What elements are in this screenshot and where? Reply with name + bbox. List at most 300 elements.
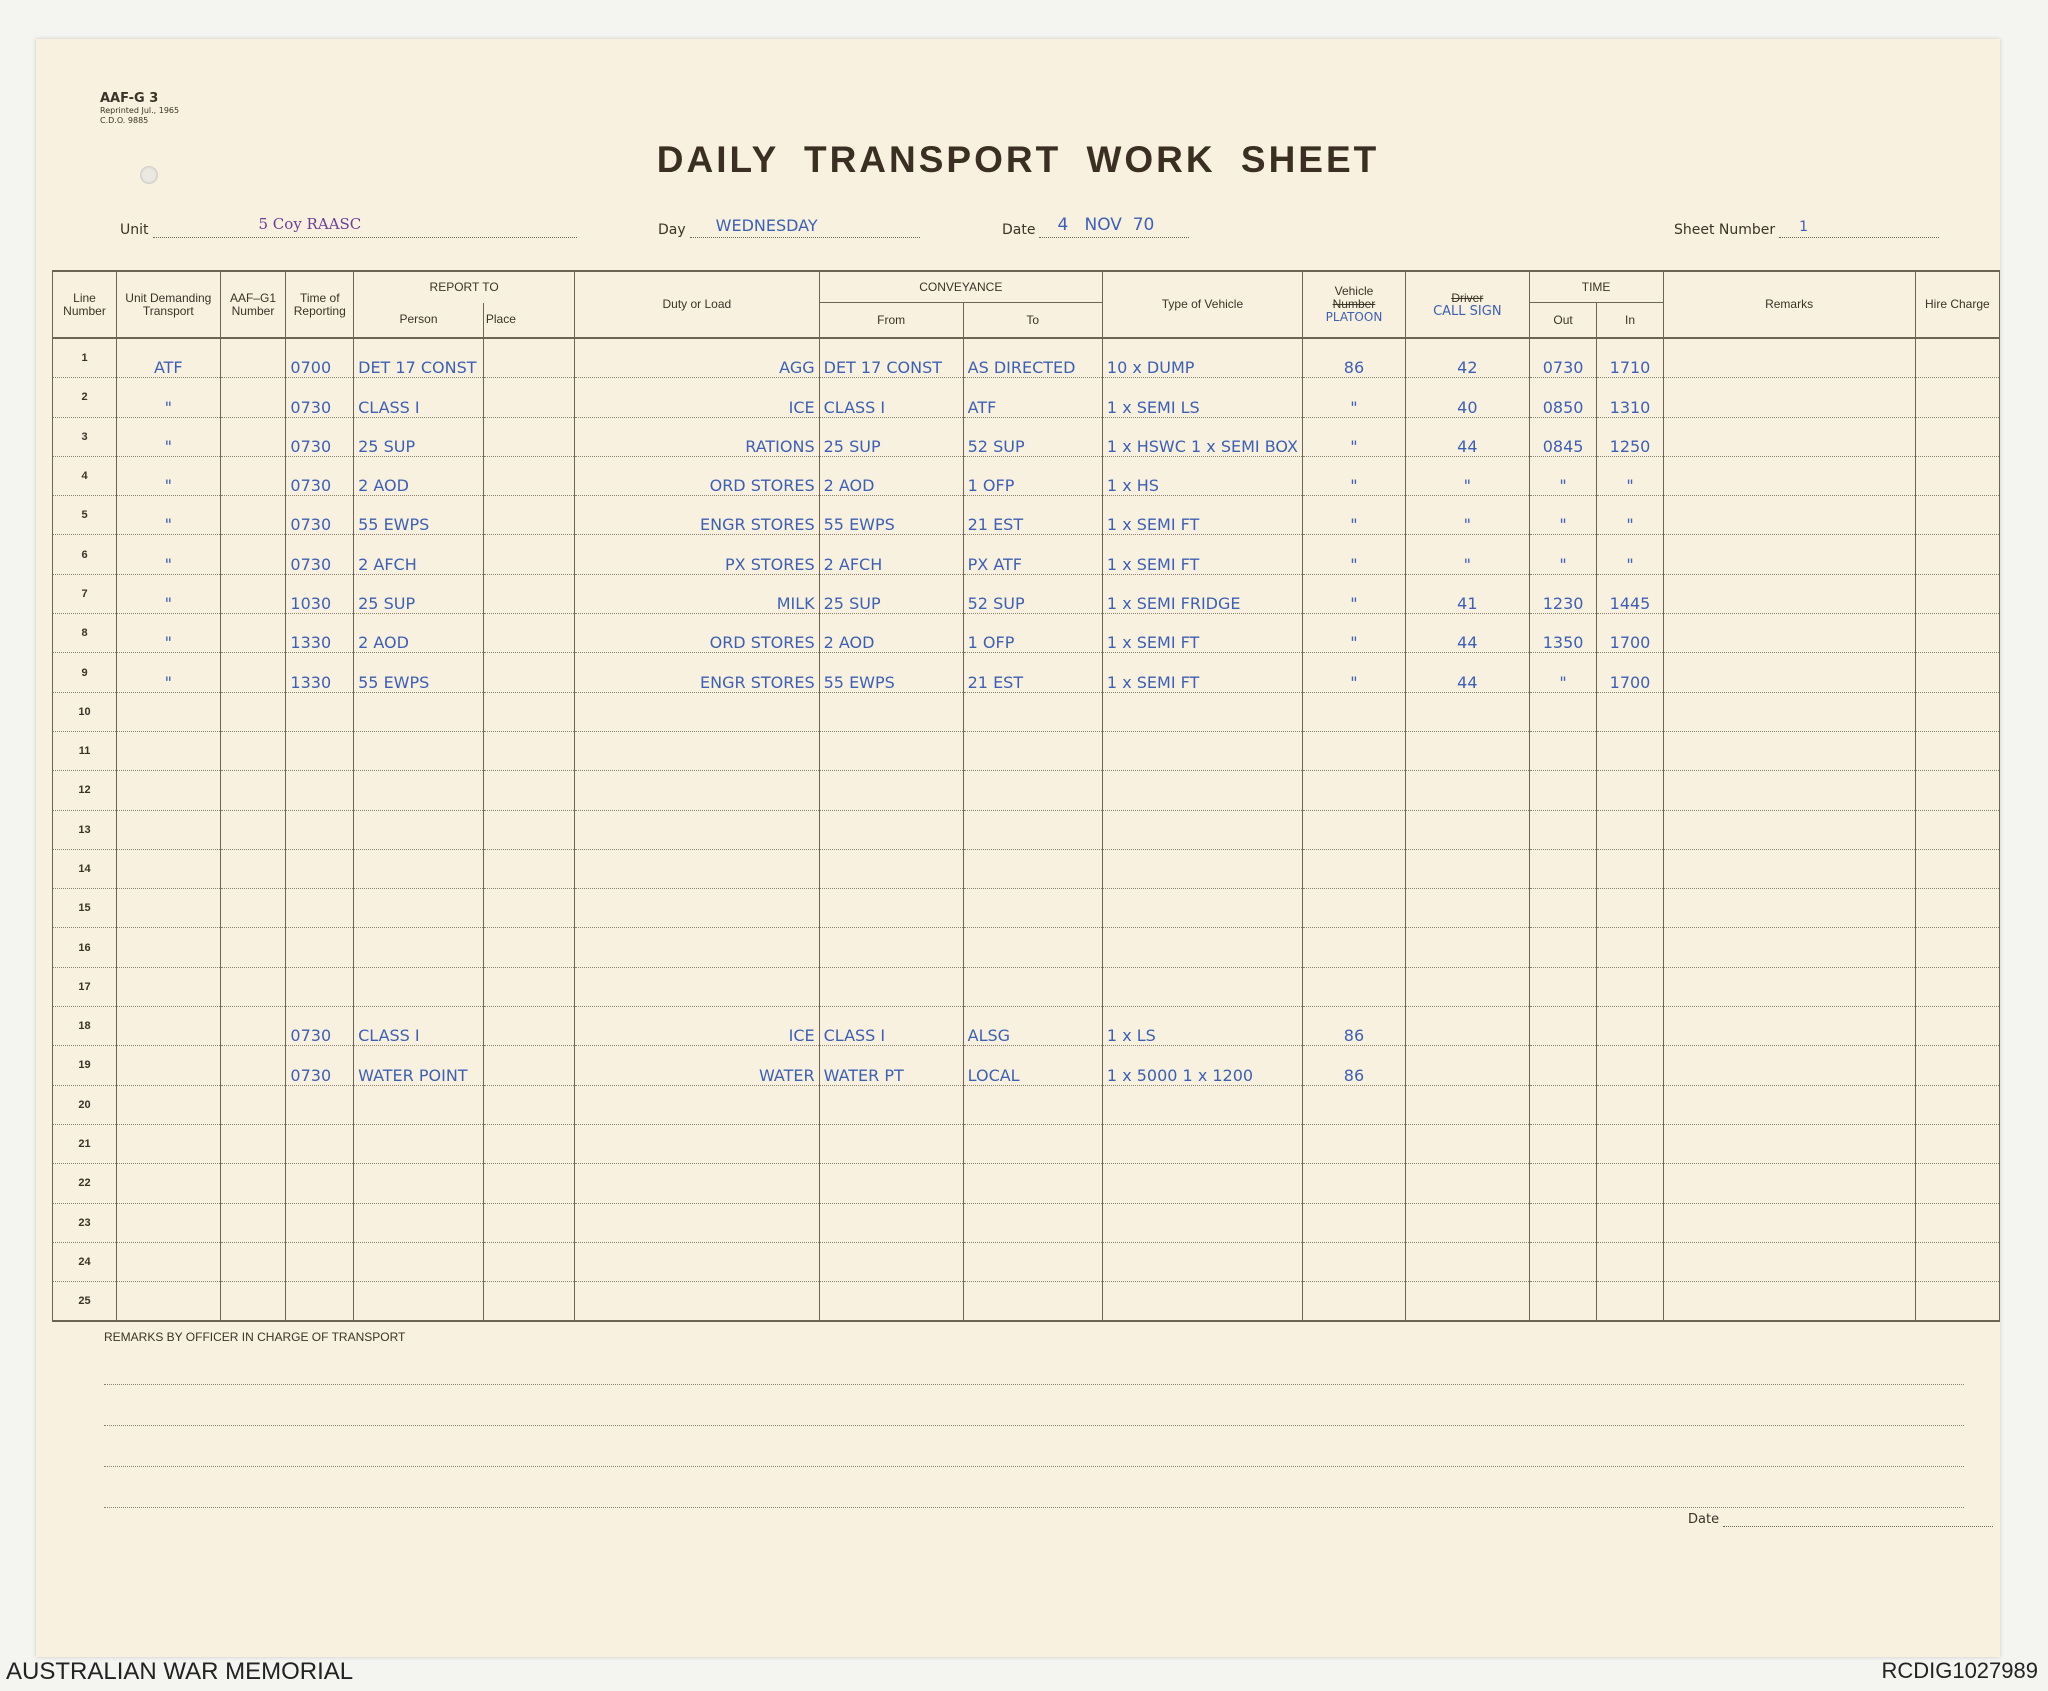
vehicle-platoon xyxy=(1302,928,1405,967)
duty-or-load xyxy=(575,849,820,888)
hire-charge-cell xyxy=(1915,771,1999,810)
vehicle-platoon: " xyxy=(1302,653,1405,692)
remarks-cell xyxy=(1663,967,1915,1006)
table-row xyxy=(53,810,2000,849)
duty-or-load xyxy=(575,967,820,1006)
table-row xyxy=(53,653,2000,692)
vehicle-type xyxy=(1102,849,1302,888)
unit-demanding xyxy=(117,1203,221,1242)
time-of-reporting: 0730 xyxy=(286,1046,354,1085)
conveyance-from: 55 EWPS xyxy=(819,653,963,692)
vehicle-platoon xyxy=(1302,810,1405,849)
duty-or-load xyxy=(575,731,820,770)
report-person: 25 SUP xyxy=(354,417,484,456)
time-in xyxy=(1597,849,1663,888)
time-out xyxy=(1529,1046,1597,1085)
table-row xyxy=(53,338,2000,378)
remarks-cell xyxy=(1663,456,1915,495)
time-out xyxy=(1529,1007,1597,1046)
time-out: " xyxy=(1529,653,1597,692)
line-number: 2 xyxy=(53,378,117,417)
report-place xyxy=(483,928,574,967)
line-number: 3 xyxy=(53,417,117,456)
conveyance-from xyxy=(819,1242,963,1281)
conveyance-to xyxy=(963,1124,1102,1163)
aaf-g1-number xyxy=(220,889,286,928)
conveyance-from xyxy=(819,1164,963,1203)
vehicle-platoon: 86 xyxy=(1302,1046,1405,1085)
report-place xyxy=(483,653,574,692)
conveyance-from: 25 SUP xyxy=(819,417,963,456)
duty-or-load xyxy=(575,692,820,731)
remarks-cell xyxy=(1663,574,1915,613)
report-place xyxy=(483,1085,574,1124)
table-row xyxy=(53,849,2000,888)
hire-charge-cell xyxy=(1915,1007,1999,1046)
aaf-g1-number xyxy=(220,417,286,456)
table-row xyxy=(53,1007,2000,1046)
remarks-cell xyxy=(1663,692,1915,731)
table-row xyxy=(53,535,2000,574)
report-person xyxy=(354,849,484,888)
hire-charge-cell xyxy=(1915,967,1999,1006)
report-person: 55 EWPS xyxy=(354,496,484,535)
vehicle-type xyxy=(1102,889,1302,928)
aaf-g1-number xyxy=(220,1046,286,1085)
col-remarks: Remarks xyxy=(1663,271,1915,338)
remarks-line xyxy=(104,1344,1964,1385)
unit-demanding: " xyxy=(117,417,221,456)
line-number: 20 xyxy=(53,1085,117,1124)
time-out: " xyxy=(1529,535,1597,574)
conveyance-to xyxy=(963,1242,1102,1281)
report-person xyxy=(354,810,484,849)
reprint-note: Reprinted Jul., 1965 xyxy=(100,106,180,115)
hire-charge-cell xyxy=(1915,731,1999,770)
time-of-reporting: 0730 xyxy=(286,1007,354,1046)
aaf-g1-number xyxy=(220,849,286,888)
driver-call-sign xyxy=(1405,1164,1529,1203)
vehicle-platoon xyxy=(1302,849,1405,888)
conveyance-from xyxy=(819,1282,963,1322)
unit-field xyxy=(120,215,577,238)
time-out: 0845 xyxy=(1529,417,1597,456)
unit-demanding: " xyxy=(117,574,221,613)
driver-call-sign: 44 xyxy=(1405,417,1529,456)
table-body xyxy=(53,338,2000,1321)
remarks-line xyxy=(104,1385,1964,1426)
report-person: CLASS I xyxy=(354,378,484,417)
time-out: 0730 xyxy=(1529,338,1597,378)
conveyance-from xyxy=(819,849,963,888)
vehicle-platoon: " xyxy=(1302,378,1405,417)
report-person: DET 17 CONST xyxy=(354,338,484,378)
time-in: " xyxy=(1597,456,1663,495)
aaf-g1-number xyxy=(220,731,286,770)
time-of-reporting xyxy=(286,731,354,770)
unit-demanding xyxy=(117,731,221,770)
time-of-reporting xyxy=(286,1242,354,1281)
time-of-reporting: 0700 xyxy=(286,338,354,378)
remarks-cell xyxy=(1663,771,1915,810)
time-out: 1230 xyxy=(1529,574,1597,613)
duty-or-load: ORD STORES xyxy=(575,614,820,653)
unit-demanding xyxy=(117,1124,221,1163)
col-to: To xyxy=(963,303,1102,339)
col-report-to: REPORT TO xyxy=(354,271,575,303)
vehicle-type: 1 x 5000 1 x 1200 xyxy=(1102,1046,1302,1085)
vehicle-type: 1 x SEMI FT xyxy=(1102,653,1302,692)
time-in: 1445 xyxy=(1597,574,1663,613)
vehicle-type xyxy=(1102,731,1302,770)
hire-charge-cell xyxy=(1915,1046,1999,1085)
time-in: " xyxy=(1597,496,1663,535)
remarks-cell xyxy=(1663,810,1915,849)
report-person xyxy=(354,928,484,967)
table-row xyxy=(53,1164,2000,1203)
table-row xyxy=(53,928,2000,967)
conveyance-to xyxy=(963,967,1102,1006)
conveyance-from xyxy=(819,889,963,928)
driver-call-sign: " xyxy=(1405,456,1529,495)
hire-charge-cell xyxy=(1915,1282,1999,1322)
unit-demanding xyxy=(117,849,221,888)
hire-charge-cell xyxy=(1915,1203,1999,1242)
duty-or-load: ENGR STORES xyxy=(575,496,820,535)
time-out xyxy=(1529,889,1597,928)
vehicle-platoon xyxy=(1302,1203,1405,1242)
conveyance-from xyxy=(819,692,963,731)
report-place xyxy=(483,1007,574,1046)
remarks-cell xyxy=(1663,731,1915,770)
duty-or-load: ENGR STORES xyxy=(575,653,820,692)
report-place xyxy=(483,614,574,653)
vehicle-platoon: " xyxy=(1302,574,1405,613)
table-row xyxy=(53,496,2000,535)
report-person: CLASS I xyxy=(354,1007,484,1046)
form-code-block xyxy=(100,91,179,126)
remarks-cell xyxy=(1663,338,1915,378)
report-place xyxy=(483,967,574,1006)
transport-table xyxy=(52,270,2000,1322)
vehicle-platoon xyxy=(1302,967,1405,1006)
driver-call-sign: 44 xyxy=(1405,653,1529,692)
driver-call-sign xyxy=(1405,1046,1529,1085)
driver-call-sign xyxy=(1405,889,1529,928)
duty-or-load: ICE xyxy=(575,1007,820,1046)
vehicle-platoon: 86 xyxy=(1302,338,1405,378)
duty-or-load xyxy=(575,1242,820,1281)
time-of-reporting xyxy=(286,1203,354,1242)
transport-worksheet xyxy=(36,39,2000,1657)
aaf-g1-number xyxy=(220,653,286,692)
day-value: WEDNESDAY xyxy=(715,216,818,235)
unit-demanding xyxy=(117,810,221,849)
report-person: 2 AFCH xyxy=(354,535,484,574)
col-aaf-g1: AAF–G1 Number xyxy=(220,271,286,338)
report-person xyxy=(354,1242,484,1281)
unit-demanding: " xyxy=(117,378,221,417)
aaf-g1-number xyxy=(220,1085,286,1124)
time-of-reporting: 1330 xyxy=(286,614,354,653)
time-out xyxy=(1529,731,1597,770)
vehicle-platoon: " xyxy=(1302,614,1405,653)
remarks-cell xyxy=(1663,1242,1915,1281)
report-place xyxy=(483,496,574,535)
vehicle-platoon xyxy=(1302,1085,1405,1124)
vehicle-platoon xyxy=(1302,1242,1405,1281)
hire-charge-cell xyxy=(1915,928,1999,967)
time-in xyxy=(1597,1046,1663,1085)
time-in: 1700 xyxy=(1597,614,1663,653)
hire-charge-cell xyxy=(1915,574,1999,613)
conveyance-to: 1 OFP xyxy=(963,456,1102,495)
table-row xyxy=(53,614,2000,653)
table-row xyxy=(53,1282,2000,1322)
time-in xyxy=(1597,810,1663,849)
report-person: WATER POINT xyxy=(354,1046,484,1085)
table-row xyxy=(53,417,2000,456)
conveyance-to: 52 SUP xyxy=(963,574,1102,613)
time-in xyxy=(1597,889,1663,928)
table-row xyxy=(53,456,2000,495)
col-time: TIME xyxy=(1529,271,1663,303)
time-out xyxy=(1529,1242,1597,1281)
conveyance-from xyxy=(819,967,963,1006)
aaf-g1-number xyxy=(220,692,286,731)
hire-charge-cell xyxy=(1915,1085,1999,1124)
time-in: 1710 xyxy=(1597,338,1663,378)
unit-demanding xyxy=(117,889,221,928)
aaf-g1-number xyxy=(220,496,286,535)
duty-or-load xyxy=(575,928,820,967)
report-place xyxy=(483,417,574,456)
time-of-reporting: 0730 xyxy=(286,378,354,417)
driver-call-sign: 41 xyxy=(1405,574,1529,613)
time-of-reporting xyxy=(286,889,354,928)
duty-or-load: AGG xyxy=(575,338,820,378)
remarks-cell xyxy=(1663,1124,1915,1163)
table-row xyxy=(53,574,2000,613)
line-number: 22 xyxy=(53,1164,117,1203)
time-out xyxy=(1529,928,1597,967)
report-person xyxy=(354,1085,484,1124)
duty-or-load xyxy=(575,1164,820,1203)
vehicle-type xyxy=(1102,1164,1302,1203)
line-number: 11 xyxy=(53,731,117,770)
driver-call-sign xyxy=(1405,1124,1529,1163)
form-code: AAF-G 3 xyxy=(100,91,159,106)
driver-call-sign xyxy=(1405,967,1529,1006)
duty-or-load xyxy=(575,810,820,849)
vehicle-type xyxy=(1102,967,1302,1006)
line-number: 15 xyxy=(53,889,117,928)
conveyance-from xyxy=(819,810,963,849)
vehicle-type: 1 x SEMI FT xyxy=(1102,496,1302,535)
report-place xyxy=(483,456,574,495)
time-out: " xyxy=(1529,456,1597,495)
report-person: 25 SUP xyxy=(354,574,484,613)
report-place xyxy=(483,889,574,928)
vehicle-platoon: " xyxy=(1302,417,1405,456)
vehicle-type: 1 x SEMI FRIDGE xyxy=(1102,574,1302,613)
driver-call-sign xyxy=(1405,1085,1529,1124)
table-row xyxy=(53,1124,2000,1163)
driver-call-sign: 44 xyxy=(1405,614,1529,653)
conveyance-to xyxy=(963,1085,1102,1124)
sheet-number-value: 1 xyxy=(1799,219,1809,235)
vehicle-type: 1 x HSWC 1 x SEMI BOX xyxy=(1102,417,1302,456)
line-number: 14 xyxy=(53,849,117,888)
driver-call-sign xyxy=(1405,1203,1529,1242)
time-of-reporting: 0730 xyxy=(286,496,354,535)
vehicle-platoon xyxy=(1302,771,1405,810)
conveyance-from: 2 AOD xyxy=(819,614,963,653)
table-row xyxy=(53,1046,2000,1085)
conveyance-to: 21 EST xyxy=(963,496,1102,535)
aaf-g1-number xyxy=(220,1007,286,1046)
report-place xyxy=(483,849,574,888)
line-number: 10 xyxy=(53,692,117,731)
aaf-g1-number xyxy=(220,378,286,417)
report-place xyxy=(483,1282,574,1322)
line-number: 4 xyxy=(53,456,117,495)
table-row xyxy=(53,967,2000,1006)
hire-charge-cell xyxy=(1915,889,1999,928)
col-from: From xyxy=(819,303,963,339)
unit-demanding: ATF xyxy=(117,338,221,378)
aaf-g1-number xyxy=(220,614,286,653)
vehicle-platoon: " xyxy=(1302,456,1405,495)
line-number: 13 xyxy=(53,810,117,849)
report-place xyxy=(483,1046,574,1085)
time-of-reporting xyxy=(286,1164,354,1203)
unit-value: 5 Coy RAASC xyxy=(258,215,362,233)
vehicle-platoon-hand: PLATOON xyxy=(1325,310,1383,324)
table-row xyxy=(53,378,2000,417)
hire-charge-cell xyxy=(1915,417,1999,456)
duty-or-load: ICE xyxy=(575,378,820,417)
vehicle-type xyxy=(1102,1203,1302,1242)
vehicle-type: 1 x LS xyxy=(1102,1007,1302,1046)
vehicle-platoon xyxy=(1302,889,1405,928)
hire-charge-cell xyxy=(1915,1124,1999,1163)
remarks-cell xyxy=(1663,614,1915,653)
driver-call-sign xyxy=(1405,1282,1529,1322)
time-in xyxy=(1597,1242,1663,1281)
unit-demanding xyxy=(117,1282,221,1322)
line-number: 24 xyxy=(53,1242,117,1281)
table-row xyxy=(53,771,2000,810)
conveyance-to: ATF xyxy=(963,378,1102,417)
report-place xyxy=(483,1242,574,1281)
sheet-number-label: Sheet Number xyxy=(1674,222,1776,238)
unit-demanding xyxy=(117,692,221,731)
driver-callsign-hand: CALL SIGN xyxy=(1433,303,1502,319)
duty-or-load: MILK xyxy=(575,574,820,613)
report-place xyxy=(483,1124,574,1163)
time-out xyxy=(1529,1282,1597,1322)
conveyance-to: 52 SUP xyxy=(963,417,1102,456)
sheet-number-field xyxy=(1674,219,1939,238)
remarks-cell xyxy=(1663,1046,1915,1085)
aaf-g1-number xyxy=(220,1203,286,1242)
report-person: 2 AOD xyxy=(354,614,484,653)
report-person xyxy=(354,771,484,810)
report-person xyxy=(354,967,484,1006)
vehicle-platoon: 86 xyxy=(1302,1007,1405,1046)
aaf-g1-number xyxy=(220,574,286,613)
page-title: DAILY TRANSPORT WORK SHEET xyxy=(656,139,1380,180)
conveyance-to xyxy=(963,810,1102,849)
archive-id: RCDIG1027989 xyxy=(1881,1658,2038,1683)
remarks-cell xyxy=(1663,1085,1915,1124)
time-in xyxy=(1597,692,1663,731)
col-unit-demanding: Unit Demanding Transport xyxy=(117,271,221,338)
report-place xyxy=(483,1164,574,1203)
conveyance-to xyxy=(963,1164,1102,1203)
aaf-g1-number xyxy=(220,1242,286,1281)
report-place xyxy=(483,810,574,849)
duty-or-load: WATER xyxy=(575,1046,820,1085)
vehicle-type xyxy=(1102,1282,1302,1322)
vehicle-type xyxy=(1102,1124,1302,1163)
time-out xyxy=(1529,771,1597,810)
time-in xyxy=(1597,1085,1663,1124)
vehicle-platoon: " xyxy=(1302,535,1405,574)
driver-call-sign xyxy=(1405,692,1529,731)
vehicle-type: 1 x SEMI LS xyxy=(1102,378,1302,417)
conveyance-from: 55 EWPS xyxy=(819,496,963,535)
time-of-reporting xyxy=(286,810,354,849)
time-out xyxy=(1529,810,1597,849)
hire-charge-cell xyxy=(1915,653,1999,692)
date-value: 4 NOV 70 xyxy=(1057,215,1155,235)
aaf-g1-number xyxy=(220,967,286,1006)
time-out xyxy=(1529,1203,1597,1242)
conveyance-to xyxy=(963,849,1102,888)
duty-or-load xyxy=(575,889,820,928)
aaf-g1-number xyxy=(220,338,286,378)
table-row xyxy=(53,1242,2000,1281)
time-of-reporting xyxy=(286,849,354,888)
unit-demanding: " xyxy=(117,496,221,535)
table-row xyxy=(53,889,2000,928)
line-number: 21 xyxy=(53,1124,117,1163)
hire-charge-cell xyxy=(1915,378,1999,417)
report-place xyxy=(483,771,574,810)
time-in xyxy=(1597,1203,1663,1242)
line-number: 1 xyxy=(53,338,117,378)
conveyance-to xyxy=(963,889,1102,928)
remarks-cell xyxy=(1663,535,1915,574)
col-vehicle-type: Type of Vehicle xyxy=(1102,271,1302,338)
report-place xyxy=(483,731,574,770)
report-person xyxy=(354,1203,484,1242)
conveyance-to: ALSG xyxy=(963,1007,1102,1046)
time-in: 1310 xyxy=(1597,378,1663,417)
col-out: Out xyxy=(1529,303,1597,339)
hire-charge-cell xyxy=(1915,849,1999,888)
line-number: 9 xyxy=(53,653,117,692)
line-number: 17 xyxy=(53,967,117,1006)
conveyance-to xyxy=(963,928,1102,967)
line-number: 7 xyxy=(53,574,117,613)
report-person xyxy=(354,1164,484,1203)
vehicle-platoon xyxy=(1302,731,1405,770)
time-of-reporting xyxy=(286,1282,354,1322)
remarks-cell xyxy=(1663,1203,1915,1242)
